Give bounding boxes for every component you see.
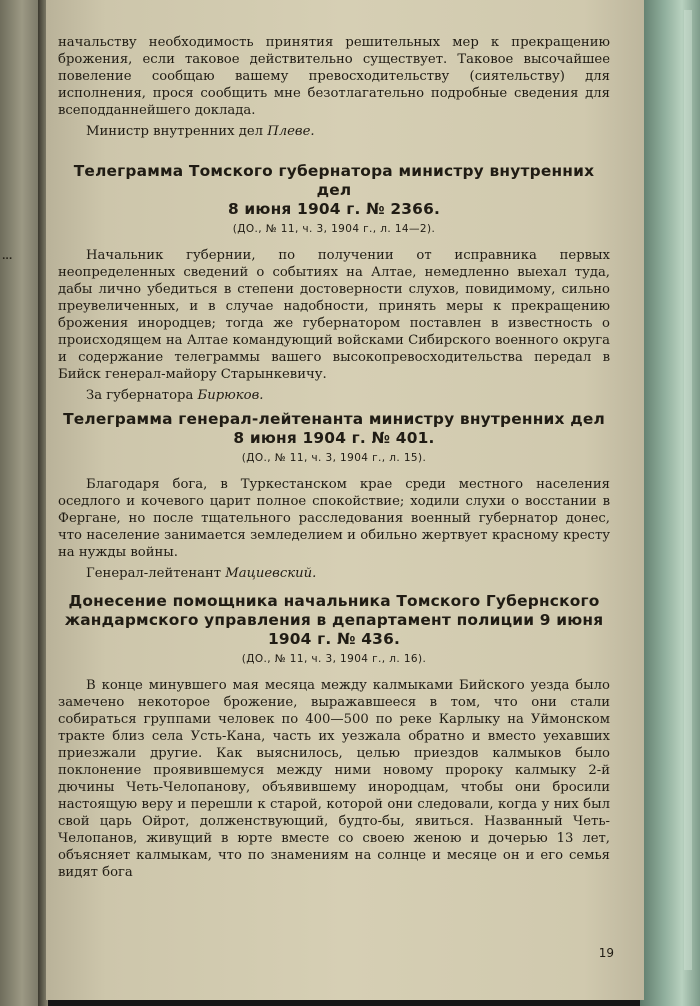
page-edge-stripe — [684, 10, 692, 970]
signature-name: Бирюков. — [197, 388, 264, 403]
signature-role: За губернатора — [86, 388, 194, 403]
document-3-title — [58, 592, 610, 649]
document-3 — [58, 592, 610, 881]
document-1-signature — [86, 387, 610, 404]
document-1-reference: (ДО., № 11, ч. 3, 1904 г., л. 14—2). — [232, 223, 436, 235]
document-2-text: Благодаря бога, в Туркестанском крае среди местного населения оседлого и кочевого царит полное спокойствие; ходили слухи о восстании в Фергане, но после тщательного расследования военный губернатор донес, что население занимается земледелием и обильно жертвует красному кресту на нужды войны. — [58, 477, 610, 560]
title-line-3: 1904 г. № 436. — [267, 630, 401, 648]
document-2 — [58, 410, 610, 582]
intro-signature — [86, 123, 610, 140]
signature-role: Министр внутренних дел — [86, 124, 264, 139]
title-line-1: Телеграмма Томского губернатора министру внутренних дел — [73, 162, 595, 199]
title-line-1: Донесение помощника начальника Томского Губернского — [68, 592, 600, 610]
title-line-2: 8 июня 1904 г. № 2366. — [227, 200, 441, 218]
intro-paragraph: начальству необходимость принятия решительных мер к прекращению брожения, если таковое действительно существует. Таковое высочайшее повеление сообщаю вашему превосходительству (сиятельству) для исполнения, прося сообщить мне безотлагательно подробные сведения для всеподданнейшего доклада. — [58, 35, 610, 118]
title-line-1: Телеграмма генерал-лейтенанта министру внутренних дел — [63, 410, 605, 428]
document-1 — [58, 162, 610, 404]
document-2-signature — [86, 565, 610, 582]
signature-role: Генерал-лейтенант — [86, 566, 222, 581]
intro-section — [58, 34, 610, 140]
signature-name: Мациевский. — [225, 566, 317, 581]
signature-name: Плеве. — [267, 124, 315, 139]
title-line-2: 8 июня 1904 г. № 401. — [233, 429, 435, 447]
document-3-reference: (ДО., № 11, ч. 3, 1904 г., л. 16). — [241, 653, 427, 665]
document-1-title — [58, 162, 610, 219]
document-3-text: В конце минувшего мая месяца между калмыками Бийского уезда было замечено некоторое брожение, выражавшееся в том, что они стали собираться группами человек по 400—500 по реке Карлыку на Уймонском тракте близ села Усть-Кана, часть их уезжала обратно и вместо уехавших приезжали другие. Как выяснилось, целью приездов калмыков было поклонение проявившемуся между ними новому пророку калмыку 2-й дючины Четь-Челопанову, объявившему инородцам, чтобы они бросили настоящую веру и перешли к старой, которой они следовали, когда у них был свой царь Ойрот, долженствующий, будто-бы, явиться. Названный Четь-Челопанов, живущий в юрте вместе со своею женою и дочерью 13 лет, объясняет калмыкам, что по знамениям на солнце и месяце он и его семья видят бога — [58, 678, 610, 880]
book-page — [46, 0, 644, 1000]
page-content — [58, 34, 610, 881]
document-2-title — [58, 410, 610, 448]
page-number: 19 — [598, 946, 614, 960]
margin-fragment: ... — [2, 252, 13, 262]
facing-page-fragment — [0, 0, 40, 1006]
document-1-text: Начальник губернии, по получении от исправника первых неопределенных сведений о событиях на Алтае, немедленно выехал туда, дабы лично убедиться в степени достоверности слухов, повидимому, сильно преувеличенных, и в случае надобности, принять меры к прекращению брожения инородцев; тогда же губернатором поставлен в известность о происходящем на Алтае командующий войсками Сибирского военного округа и содержание телеграммы вашего высокопревосходительства передал в Бийск генерал-майору Старынкевичу. — [58, 248, 610, 382]
book-cover-edge — [640, 0, 700, 1006]
title-line-2: жандармского управления в департамент полиции 9 июня — [64, 611, 604, 629]
document-2-reference: (ДО., № 11, ч. 3, 1904 г., л. 15). — [241, 452, 427, 464]
